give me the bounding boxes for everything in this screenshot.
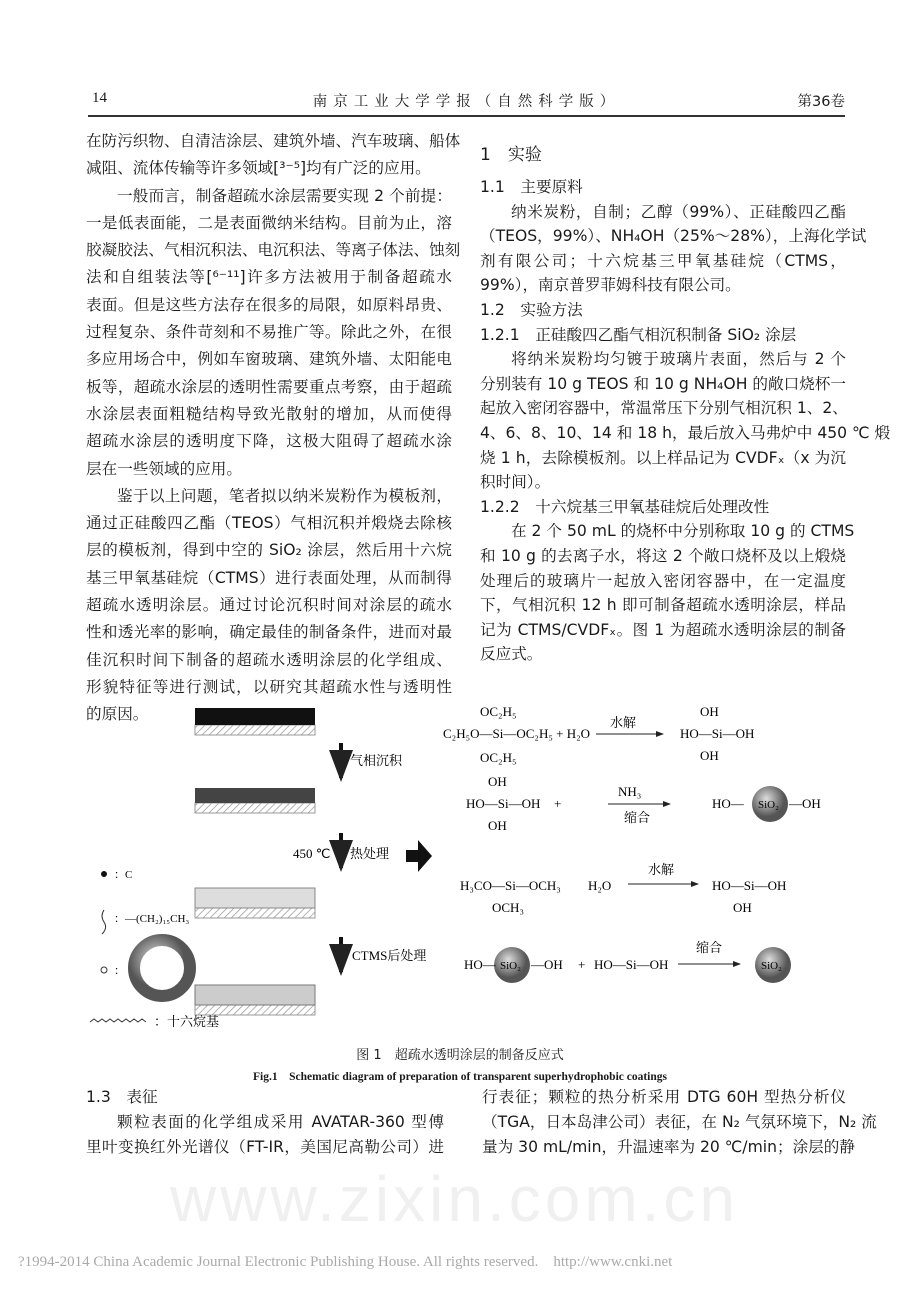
figure-label: H₃CO—Si—OCH₃ [460,878,561,893]
text-line: 烧 1 h，去除模板剂。以上样品记为 CVDFₓ（x 为沉 [480,448,846,467]
copyright-footer: ?1994-2014 China Academic Journal Electronic Publishing House. All rights reserved. http://www.cnki.net [18,1254,673,1270]
text-line: （TEOS，99%）、NH₄OH（25%～28%），上海化学试 [480,227,867,246]
text-line: 积时间）。 [480,473,551,492]
figure-label: HO—Si—OH [466,796,541,811]
figure-label: H₂O [588,878,612,893]
figure-label: 缩合 [696,940,723,955]
text-line: 基三甲氧基硅烷（CTMS）进行表面处理，从而制得 [86,568,452,587]
figure-label: + [578,957,586,972]
figure-label: HO— [712,796,744,811]
text-line: 过程复杂、条件苛刻和不易推广等。除此之外，在很 [86,323,452,342]
text-line: 佳沉积时间下制备的超疏水透明涂层的化学组成、 [86,650,452,669]
figure-label: ：C [114,869,133,881]
text-line: 量为 30 mL/min，升温速率为 20 ℃/min；涂层的静 [482,1138,855,1156]
figure-label: —OH [531,957,563,972]
text-line: 鉴于以上问题，笔者拟以纳米炭粉作为模板剂， [117,486,452,505]
text-line: 起放入密闭容器中，常温常压下分别气相沉积 1、2、 [480,399,848,418]
header-rule [88,115,845,117]
step-vapor: 气相沉积 [350,753,403,768]
figure-label: OH [700,748,719,763]
text-line: 法和自组装法等[⁶⁻¹¹]许多方法被用于制备超疏水 [86,268,452,287]
text-line: 表面。但是这些方法存在很多的局限，如原料昂贵、 [86,295,452,314]
journal-title: 南京工业大学学报（自然科学版） [312,94,621,110]
figure-label: SiO₂ [500,960,521,972]
text-line: 性和透光率的影响，确定最佳的制备条件，进而对最 [86,623,452,642]
substrate-final [195,985,315,1015]
figure-label: NH₃ [618,784,642,799]
figure-label: OH [733,900,752,915]
text-line: 一般而言，制备超疏水涂层需要实现 2 个前提： [117,186,452,205]
text-line: 下，气相沉积 12 h 即可制备超疏水透明涂层，样品 [480,596,846,615]
figure-label: SiO₂ [758,799,779,811]
text-line: （TGA，日本岛津公司）表征，在 N₂ 气氛环境下，N₂ 流 [482,1113,877,1131]
page-number: 14 [92,90,107,106]
figure-caption-cn: 图 1 超疏水透明涂层的制备反应式 [356,1048,564,1063]
figure-label: OH [700,704,719,719]
figure-label: HO—Si—OH [712,878,787,893]
text-line: 超疏水涂层的透明度下降，这极大阻碍了超疏水涂 [86,432,452,451]
big-arrow-right-icon [406,840,432,872]
figure-label: ：十六烷基 [154,1014,220,1029]
text-line: 通过正硅酸四乙酯（TEOS）气相沉积并煅烧去除核 [86,514,452,533]
section-heading: 1.1 主要原料 [480,178,583,196]
running-header [88,90,845,112]
text-line: 在 2 个 50 mL 的烧杯中分别称取 10 g 的 CTMS [511,522,855,541]
figure-1 [88,700,832,1032]
figure-label: 水解 [610,715,637,730]
step-heat: 热处理 [350,846,390,861]
figure-label: OCH₃ [492,900,524,915]
substrate-carbon [195,708,315,735]
step-temp: 450 ℃ [293,846,331,861]
figure-label: OH [488,818,507,833]
text-line: 在防污织物、自清洁涂层、建筑外墙、汽车玻璃、船体 [86,132,461,150]
text-line: 层在一些领域的应用。 [86,459,242,478]
section-heading: 1.2 实验方法 [480,300,583,319]
figure-label: C₂H₅O—Si—OC₂H₅ + H₂O [443,726,591,741]
figure-label: 水解 [648,862,675,877]
text-line: 多应用场合中，例如车窗玻璃、建筑外墙、太阳能电 [86,350,452,369]
figure-label: HO—Si—OH [680,726,755,741]
step-ctms: CTMS后处理 [352,948,427,963]
figure-label: HO—Si—OH [594,957,669,972]
reaction-scheme [443,704,821,983]
text-line: 水涂层表面粗糙结构导致光散射的增加，从而使得 [86,404,452,423]
process-schematic [195,708,432,1015]
text-line: 4、6、8、10、14 和 18 h，最后放入马弗炉中 450 ℃ 煅 [480,423,891,442]
section-heading: 1.3 表征 [86,1088,158,1106]
text-line: 反应式。 [480,645,543,664]
text-line: 里叶变换红外光谱仪（FT-IR，美国尼高勒公司）进 [86,1138,444,1156]
figure-label: ：—(CH₂)₁₅CH₃ [114,913,190,925]
volume-label: 第36卷 [797,94,845,110]
figure-label: OH [488,774,507,789]
text-line: 形貌特征等进行测试，以研究其超疏水性与透明性 [86,677,452,696]
text-line: 和 10 g 的去离子水，将这 2 个敞口烧杯及以上煅烧 [480,546,846,565]
right-column [480,141,891,667]
figure-label: OC₂H₅ [480,704,517,719]
left-column [86,128,461,729]
bottom-left-column [86,1085,444,1160]
figure-label: HO— [464,957,496,972]
figure-caption-en: Fig.1 Schematic diagram of preparation of transparent superhydrophobic coatings [252,1071,667,1083]
section-heading: 1.2.1 正硅酸四乙酯气相沉积制备 SiO₂ 涂层 [480,325,797,344]
figure-label: SiO₂ [761,960,782,972]
substrate-coated [195,788,315,813]
text-line: 板等，超疏水涂层的透明性需要重点考察，由于超疏 [86,377,452,396]
section-heading: 1 实验 [480,145,542,165]
text-line: 颗粒表面的化学组成采用 AVATAR-360 型傅 [117,1113,444,1131]
bottom-right-column [482,1085,877,1160]
figure-label: + [554,796,562,811]
section-heading: 1.2.2 十六烷基三甲氧基硅烷后处理改性 [480,497,770,516]
figure-label: ： [114,965,125,977]
text-line: 分别装有 10 g TEOS 和 10 g NH₄OH 的敞口烧杯一 [480,374,846,393]
text-line: 纳米炭粉，自制；乙醇（99%）、正硅酸四乙酯 [511,202,846,221]
watermark: www.zixin.com.cn [170,1163,739,1235]
text-line: 层的模板剂，得到中空的 SiO₂ 涂层，然后用十六烷 [86,541,452,560]
text-line: 超疏水透明涂层。通过讨论沉积时间对涂层的疏水 [86,596,452,615]
text-line: 将纳米炭粉均匀镀于玻璃片表面，然后与 2 个 [511,350,846,369]
text-line: 处理后的玻璃片一起放入密闭容器中，在一定温度 [480,571,846,590]
text-line: 的原因。 [86,705,149,724]
figure-label: —OH [789,796,821,811]
figure-label: 缩合 [624,810,651,825]
figure-label: OC₂H₅ [480,750,517,765]
text-line: 减阻、流体传输等许多领域[³⁻⁵]均有广泛的应用。 [86,159,431,178]
text-line: 剂有限公司；十六烷基三甲氧基硅烷（CTMS， [480,251,846,270]
substrate-hollow [195,888,315,918]
text-line: 胶凝胶法、气相沉积法、电沉积法、等离子体法、蚀刻 [86,241,461,260]
text-line: 99%），南京普罗菲姆科技有限公司。 [480,276,741,295]
text-line: 行表征；颗粒的热分析采用 DTG 60H 型热分析仪 [482,1088,846,1106]
text-line: 记为 CTMS/CVDFₓ。图 1 为超疏水透明涂层的制备 [480,620,846,639]
text-line: 一是低表面能，二是表面微纳米结构。目前为止，溶 [86,213,452,232]
